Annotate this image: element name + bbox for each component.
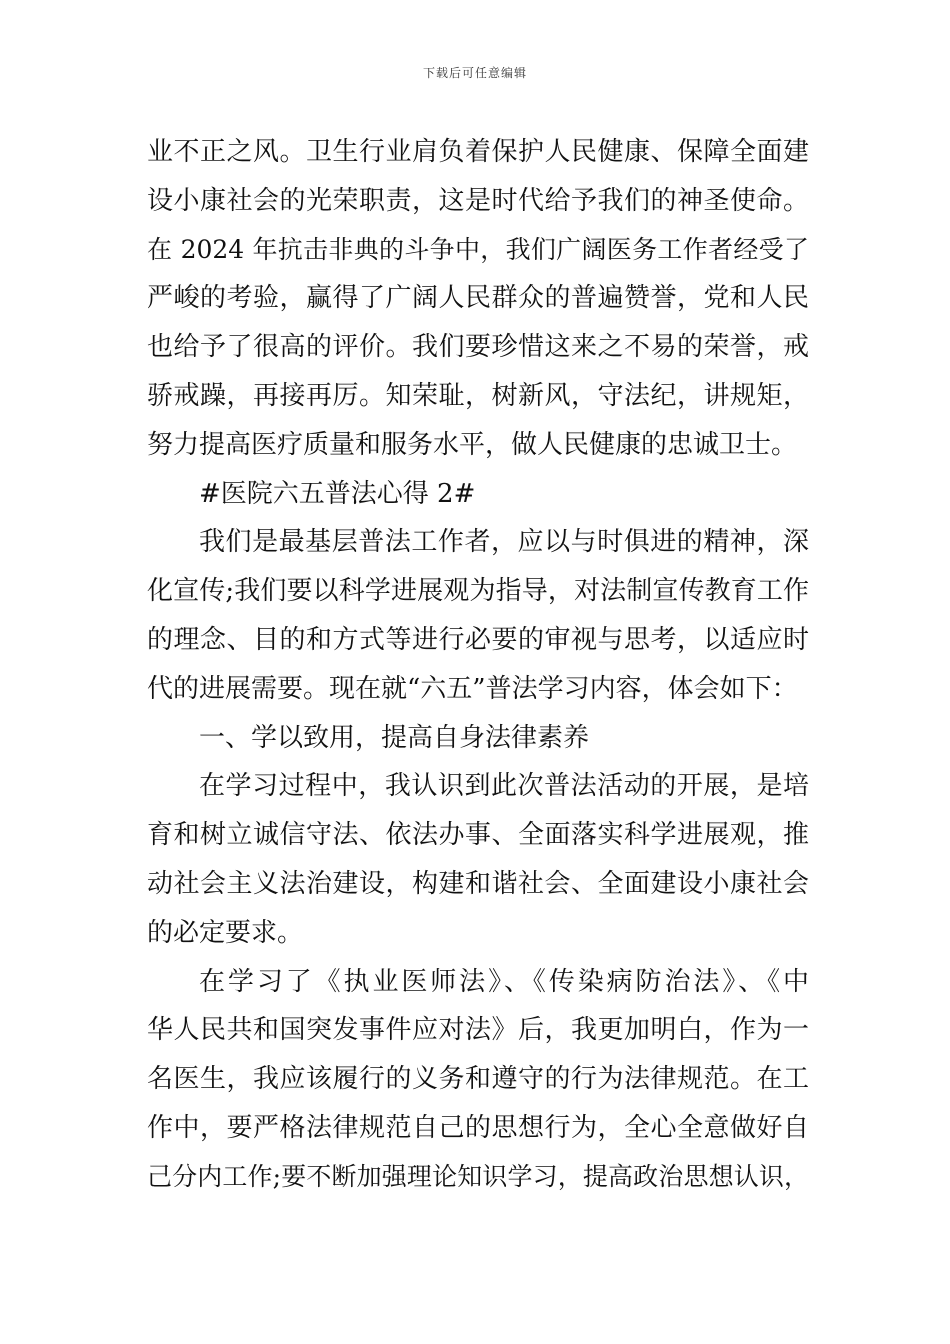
- text-line: 代的进展需要。现在就“六五”普法学习内容，体会如下：: [147, 673, 798, 704]
- document-body: [147, 128, 809, 1202]
- text-line: 也给予了很高的评价。我们要珍惜这来之不易的荣誉，戒: [147, 332, 809, 363]
- text-line: 作中，要严格法律规范自己的思想行为，全心全意做好自: [147, 1112, 809, 1143]
- text-line: 骄戒躁，再接再厉。知荣耻，树新风，守法纪，讲规矩，: [147, 380, 809, 411]
- text-line: 在学习过程中，我认识到此次普法活动的开展，是培: [199, 771, 809, 802]
- page-header: 下载后可任意编辑: [422, 66, 527, 80]
- text-line: 育和树立诚信守法、依法办事、全面落实科学进展观，推: [147, 820, 809, 851]
- text-line: 在 2024 年抗击非典的斗争中，我们广阔医务工作者经受了: [147, 234, 809, 264]
- text-line: 的必定要求。: [147, 917, 304, 948]
- text-line: 在学习了《执业医师法》、《传染病防治法》、《中: [199, 966, 809, 997]
- text-line: 设小康社会的光荣职责，这是时代给予我们的神圣使命。: [147, 185, 809, 216]
- text-line: 的理念、目的和方式等进行必要的审视与思考，以适应时: [147, 624, 809, 655]
- text-line: 名医生，我应该履行的义务和遵守的行为法律规范。在工: [147, 1064, 809, 1095]
- text-line: #医院六五普法心得 2#: [199, 478, 476, 509]
- text-line: 己分内工作;要不断加强理论知识学习，提高政治思想认识，: [147, 1161, 809, 1191]
- text-line: 动社会主义法治建设，构建和谐社会、全面建设小康社会: [147, 868, 809, 899]
- text-line: 努力提高医疗质量和服务水平，做人民健康的忠诚卫士。: [147, 429, 798, 460]
- text-line: 业不正之风。卫生行业肩负着保护人民健康、保障全面建: [147, 137, 809, 167]
- text-line: 一、学以致用，提高自身法律素养: [199, 722, 590, 753]
- text-line: 我们是最基层普法工作者，应以与时俱进的精神，深: [199, 527, 809, 558]
- text-line: 化宣传;我们要以科学进展观为指导，对法制宣传教育工作: [147, 576, 809, 607]
- text-line: 严峻的考验，赢得了广阔人民群众的普遍赞誉，党和人民: [147, 283, 809, 314]
- text-line: 华人民共和国突发事件应对法》后，我更加明白，作为一: [147, 1015, 809, 1046]
